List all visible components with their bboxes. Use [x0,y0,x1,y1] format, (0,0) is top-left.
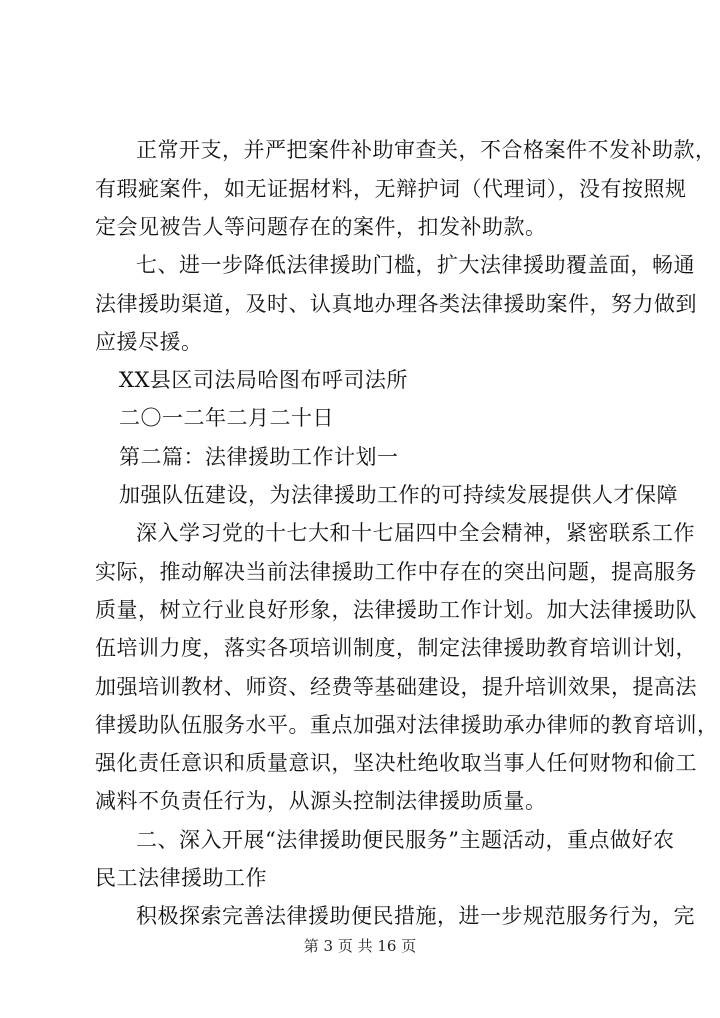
text-line-18: 减料不负责任行为，从源头控制法律援助质量。 [95,789,547,813]
text-line-12: 实际，推动解决当前法律援助工作中存在的突出问题，提高服务 [95,560,697,584]
text-line-10: 加强队伍建设，为法律援助工作的可持续发展提供人才保障 [119,483,678,507]
text-line-11: 深入学习党的十七大和十七届四中全会精神，紧密联系工作 [136,521,695,545]
text-line-19: 二、深入开展“法律援助便民服务”主题活动，重点做好农 [136,828,675,852]
text-line-20: 民工法律援助工作 [95,866,267,890]
date-line: 二〇一二年二月二十日 [119,406,334,430]
signature-org-line: XX县区司法局哈图布呼司法所 [119,368,408,392]
page-footer: 第 3 页 共 16 页 [303,937,417,955]
text-line-2: 有瑕疵案件，如无证据材料，无辩护词（代理词），没有按照规 [95,177,687,201]
text-line-16: 律援助队伍服务水平。重点加强对法律援助承办律师的教育培训， [95,713,719,737]
text-line-13: 质量，树立行业良好形象，法律援助工作计划。加大法律援助队 [95,598,697,622]
text-line-6: 应援尽援。 [95,330,203,354]
text-line-21: 积极探索完善法律援助便民措施，进一步规范服务行为，完 [136,904,695,928]
section-heading-line: 第二篇：法律援助工作计划一 [119,445,399,469]
text-line-15: 加强培训教材、师资、经费等基础建设，提升培训效果，提高法 [95,675,697,699]
text-line-3: 定会见被告人等问题存在的案件，扣发补助款。 [95,215,547,239]
text-line-1: 正常开支，并严把案件补助审查关，不合格案件不发补助款， [136,138,717,162]
text-line-4: 七、进一步降低法律援助门槛，扩大法律援助覆盖面，畅通 [136,253,695,277]
text-line-5: 法律援助渠道，及时、认真地办理各类法律援助案件，努力做到 [95,292,697,316]
text-line-14: 伍培训力度，落实各项培训制度，制定法律援助教育培训计划， [95,636,697,660]
text-line-17: 强化责任意识和质量意识，坚决杜绝收取当事人任何财物和偷工 [95,751,697,775]
